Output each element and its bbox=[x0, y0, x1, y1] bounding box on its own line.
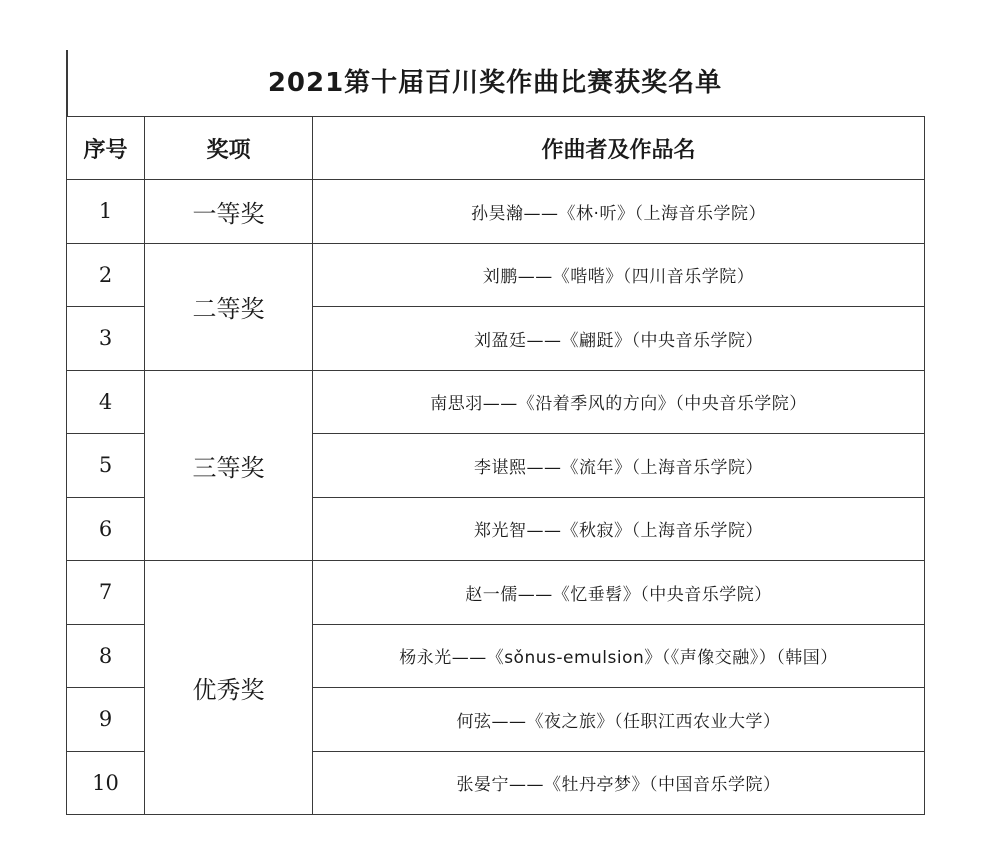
row-entry: 赵一儒——《忆垂髫》（中央音乐学院） bbox=[313, 561, 925, 625]
award-second: 二等奖 bbox=[145, 243, 313, 370]
award-list-document bbox=[66, 50, 924, 832]
table-row bbox=[67, 370, 925, 434]
row-entry: 郑光智——《秋寂》（上海音乐学院） bbox=[313, 497, 925, 561]
table-row bbox=[67, 243, 925, 307]
row-index: 1 bbox=[67, 180, 145, 244]
row-index: 3 bbox=[67, 307, 145, 371]
header-row bbox=[67, 117, 925, 180]
document-title: 2021第十届百川奖作曲比赛获奖名单 bbox=[267, 68, 723, 98]
row-index: 9 bbox=[67, 688, 145, 752]
row-entry: 刘鹏——《喈喈》（四川音乐学院） bbox=[313, 243, 925, 307]
row-entry: 张晏宁——《牡丹亭梦》（中国音乐学院） bbox=[313, 751, 925, 815]
header-entry: 作曲者及作品名 bbox=[313, 117, 925, 180]
table-row bbox=[67, 561, 925, 625]
row-entry: 杨永光——《sǒnus-emulsion》（《声像交融》）（韩国） bbox=[313, 624, 925, 688]
award-excellence: 优秀奖 bbox=[145, 561, 313, 815]
row-index: 4 bbox=[67, 370, 145, 434]
row-entry: 李谌熙——《流年》（上海音乐学院） bbox=[313, 434, 925, 498]
row-index: 7 bbox=[67, 561, 145, 625]
row-index: 5 bbox=[67, 434, 145, 498]
award-first: 一等奖 bbox=[145, 180, 313, 244]
row-index: 8 bbox=[67, 624, 145, 688]
row-entry: 南思羽——《沿着季风的方向》（中央音乐学院） bbox=[313, 370, 925, 434]
row-entry: 刘盈廷——《翩跹》（中央音乐学院） bbox=[313, 307, 925, 371]
row-entry: 何弦——《夜之旅》（任职江西农业大学） bbox=[313, 688, 925, 752]
award-third: 三等奖 bbox=[145, 370, 313, 561]
row-index: 6 bbox=[67, 497, 145, 561]
row-index: 2 bbox=[67, 243, 145, 307]
header-index: 序号 bbox=[67, 117, 145, 180]
award-table bbox=[66, 116, 925, 815]
row-entry: 孙昊瀚——《林·听》（上海音乐学院） bbox=[313, 180, 925, 244]
row-index: 10 bbox=[67, 751, 145, 815]
table-row bbox=[67, 180, 925, 244]
header-award: 奖项 bbox=[145, 117, 313, 180]
